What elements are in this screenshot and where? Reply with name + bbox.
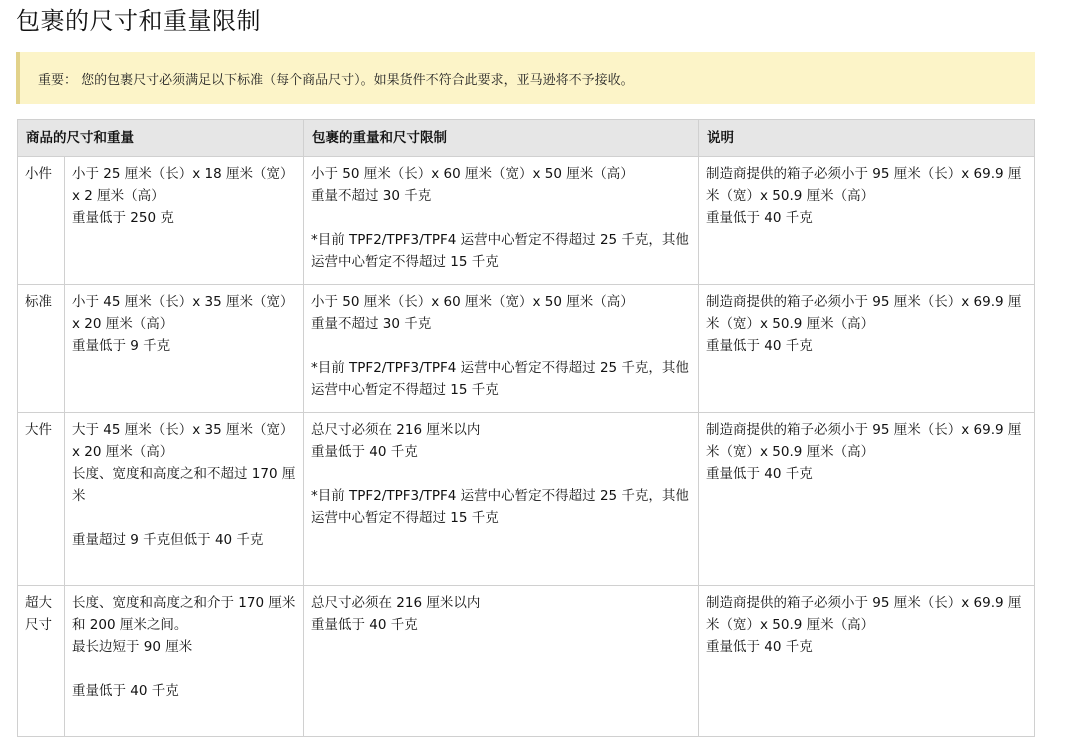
notes-line: 重量低于 40 千克 (706, 466, 813, 482)
package-limit-line: 总尺寸必须在 216 厘米以内 (311, 422, 481, 438)
table-row (18, 586, 1035, 737)
package-limit-line: 重量不超过 30 千克 (311, 188, 432, 204)
table-row (18, 285, 1035, 413)
size-weight-limits-table (17, 119, 1035, 737)
item-spec-line: 长度、宽度和高度之和不超过 170 厘米 (72, 466, 296, 504)
package-limit-footnote: *目前 TPF2/TPF3/TPF4 运营中心暂定不得超过 25 千克，其他运营中心暂定不得超过 15 千克 (311, 488, 689, 526)
item-spec-line: 重量低于 40 千克 (72, 683, 179, 699)
header-notes: 说明 (699, 120, 1035, 157)
notes-line: 制造商提供的箱子必须小于 95 厘米（长）x 69.9 厘米（宽）x 50.9 厘米（高） (706, 166, 1022, 204)
notes-line: 重量低于 40 千克 (706, 210, 813, 226)
package-limit-cell (304, 157, 699, 285)
item-spec-line: 重量低于 9 千克 (72, 338, 171, 354)
notes-cell (699, 413, 1035, 586)
notes-cell (699, 586, 1035, 737)
package-limit-cell (304, 413, 699, 586)
notice-text: 重要： 您的包裹尺寸必须满足以下标准（每个商品尺寸）。如果货件不符合此要求，亚马逊将不予接收。 (38, 72, 634, 88)
notes-cell (699, 157, 1035, 285)
tier-label: 超大尺寸 (18, 586, 65, 737)
table-header-row (18, 120, 1035, 157)
table-row (18, 413, 1035, 586)
tier-label: 大件 (18, 413, 65, 586)
package-limit-line: 小于 50 厘米（长）x 60 厘米（宽）x 50 厘米（高） (311, 294, 634, 310)
item-spec-cell (65, 586, 304, 737)
item-spec-line: 重量低于 250 克 (72, 210, 174, 226)
item-spec-line: 最长边短于 90 厘米 (72, 639, 193, 655)
package-limit-cell (304, 285, 699, 413)
item-spec-cell (65, 285, 304, 413)
page-title: 包裹的尺寸和重量限制 (16, 7, 261, 35)
package-limit-line: 重量不超过 30 千克 (311, 316, 432, 332)
notes-line: 重量低于 40 千克 (706, 639, 813, 655)
important-notice (16, 52, 1035, 104)
package-limit-line: 总尺寸必须在 216 厘米以内 (311, 595, 481, 611)
notes-line: 制造商提供的箱子必须小于 95 厘米（长）x 69.9 厘米（宽）x 50.9 厘米（高） (706, 294, 1022, 332)
item-spec-line: 小于 45 厘米（长）x 35 厘米（宽）x 20 厘米（高） (72, 294, 294, 332)
item-spec-line: 重量超过 9 千克但低于 40 千克 (72, 532, 264, 548)
item-spec-line: 长度、宽度和高度之和介于 170 厘米和 200 厘米之间。 (72, 595, 296, 633)
notes-cell (699, 285, 1035, 413)
item-spec-line: 大于 45 厘米（长）x 35 厘米（宽）x 20 厘米（高） (72, 422, 294, 460)
package-limit-footnote: *目前 TPF2/TPF3/TPF4 运营中心暂定不得超过 25 千克，其他运营中心暂定不得超过 15 千克 (311, 232, 689, 270)
notes-line: 重量低于 40 千克 (706, 338, 813, 354)
package-limit-cell (304, 586, 699, 737)
header-package-limits: 包裹的重量和尺寸限制 (304, 120, 699, 157)
item-spec-cell (65, 157, 304, 285)
tier-label: 标准 (18, 285, 65, 413)
tier-label: 小件 (18, 157, 65, 285)
notes-line: 制造商提供的箱子必须小于 95 厘米（长）x 69.9 厘米（宽）x 50.9 厘米（高） (706, 595, 1022, 633)
item-spec-line: 小于 25 厘米（长）x 18 厘米（宽）x 2 厘米（高） (72, 166, 294, 204)
package-limit-line: 重量低于 40 千克 (311, 617, 418, 633)
notes-line: 制造商提供的箱子必须小于 95 厘米（长）x 69.9 厘米（宽）x 50.9 厘米（高） (706, 422, 1022, 460)
package-limit-line: 重量低于 40 千克 (311, 444, 418, 460)
item-spec-cell (65, 413, 304, 586)
package-limit-line: 小于 50 厘米（长）x 60 厘米（宽）x 50 厘米（高） (311, 166, 634, 182)
table-row (18, 157, 1035, 285)
package-limit-footnote: *目前 TPF2/TPF3/TPF4 运营中心暂定不得超过 25 千克，其他运营中心暂定不得超过 15 千克 (311, 360, 689, 398)
header-item-dimensions: 商品的尺寸和重量 (18, 120, 304, 157)
